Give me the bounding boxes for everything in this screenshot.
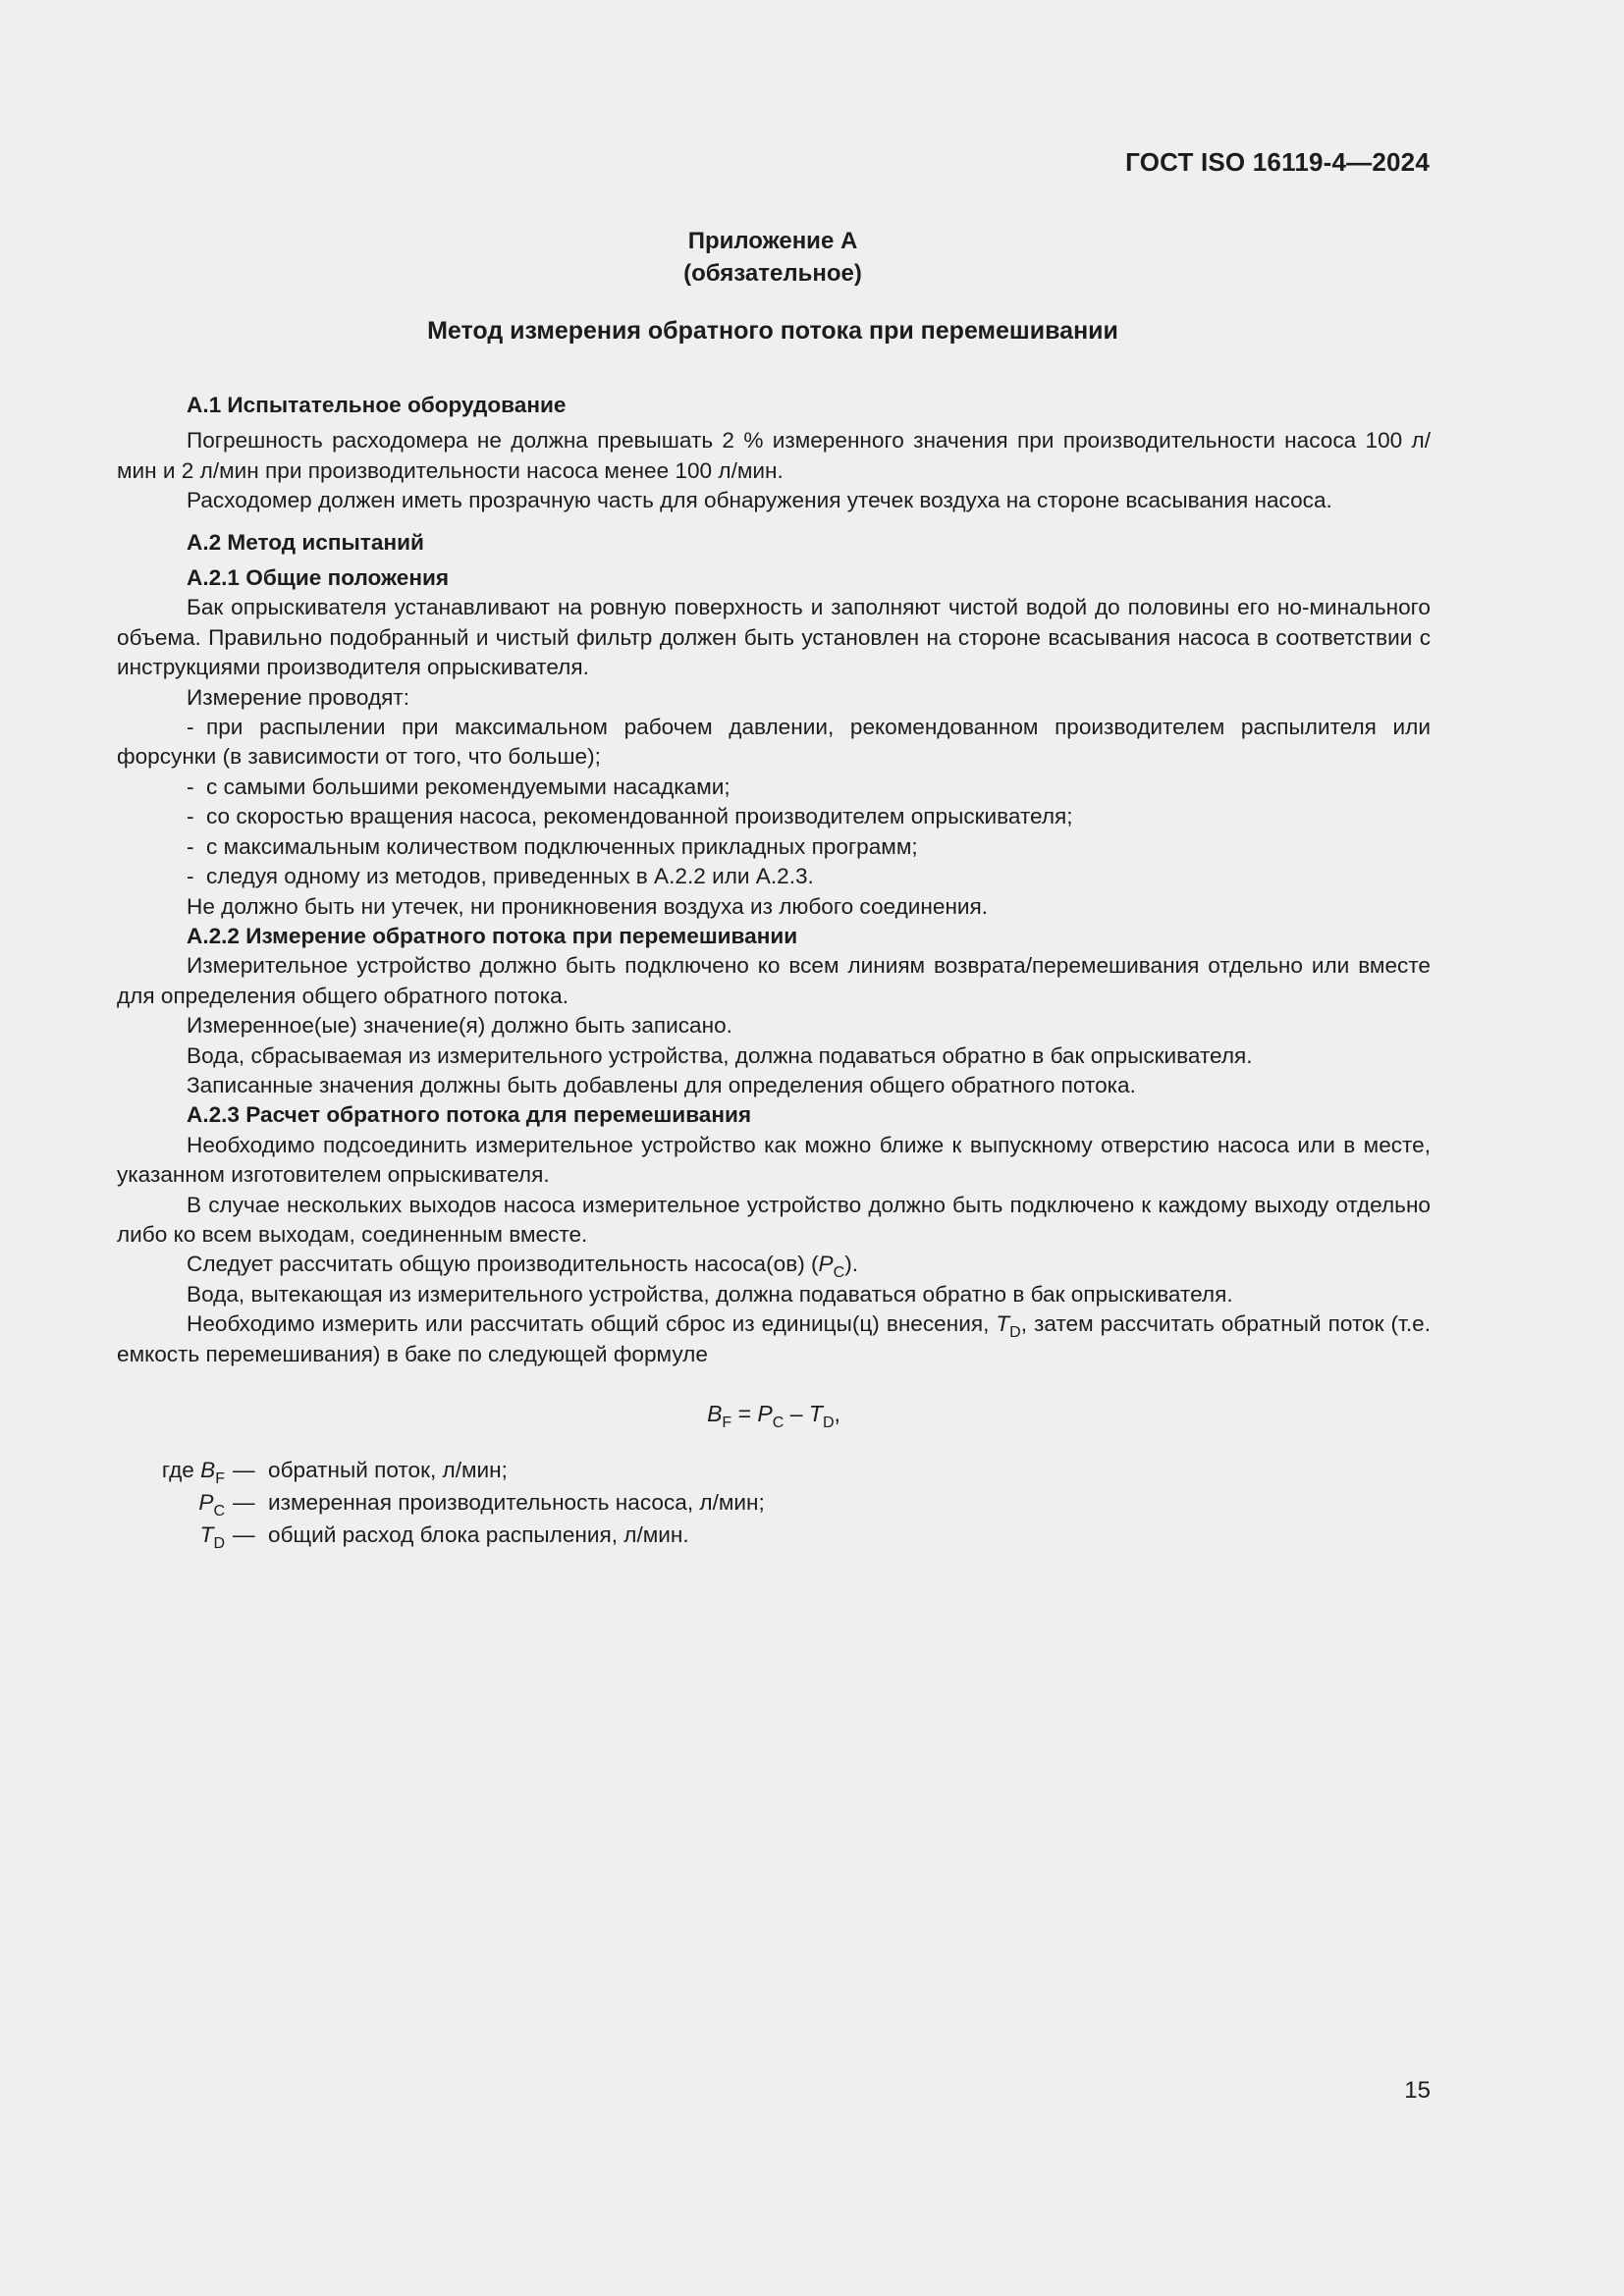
list-item: - с самыми большими рекомендуемыми насадками; xyxy=(117,773,1431,802)
page-number: 15 xyxy=(1404,2077,1431,2104)
subsection-heading-a21: А.2.1 Общие положения xyxy=(187,565,450,591)
paragraph: Вода, сбрасываемая из измерительного устройства, должна подаваться обратно в бак опрыскивателя. xyxy=(187,1042,1253,1068)
annex-title-block xyxy=(0,225,1545,290)
annex-status: (обязательное) xyxy=(683,260,862,287)
list-item: - следуя одному из методов, приведенных в А.2.2 или А.2.3. xyxy=(117,862,1431,891)
paragraph: Вода, вытекающая из измерительного устройства, должна подаваться обратно в бак опрыскивателя. xyxy=(187,1281,1233,1307)
where-list xyxy=(117,1456,1431,1553)
paragraph: Записанные значения должны быть добавлены для определения общего обратного потока. xyxy=(187,1072,1136,1097)
list-dash: - xyxy=(187,864,194,889)
subsection-heading-a23: А.2.3 Расчет обратного потока для перемешивания xyxy=(187,1102,752,1128)
paragraph: Бак опрыскивателя устанавливают на ровную поверхность и заполняют чистой водой до половины его но-минального объема. Правильно подобранный и чистый фильтр должен быть установлен на стороне всасывания насоса в соответствии с инструкциями производителя опрыскивателя. xyxy=(117,595,1431,680)
where-row: $T_D$ — общий расход блока распыления, л/мин. xyxy=(199,1522,689,1553)
symbol-t: T xyxy=(996,1311,1010,1337)
list-item: - с максимальным количеством подключенных прикладных программ; xyxy=(117,832,1431,862)
annex-title: Приложение А xyxy=(687,228,858,254)
subsection-heading-a22: А.2.2 Измерение обратного потока при перемешивании xyxy=(187,923,798,948)
paragraph: Измерение проводят: xyxy=(187,684,409,710)
paragraph: Расходомер должен иметь прозрачную часть для обнаружения утечек воздуха на стороне всасывания насоса. xyxy=(187,488,1332,513)
section-heading-a2: А.2 Метод испытаний xyxy=(187,529,424,555)
paragraph: Не должно быть ни утечек, ни проникновения воздуха из любого соединения. xyxy=(187,893,989,919)
paragraph: Измерительное устройство должно быть подключено ко всем линиям возврата/перемешивания отдельно или вместе для определения общего обратного потока. xyxy=(117,953,1431,1008)
list-dash: - xyxy=(187,833,194,859)
where-row: где $B_F$ — обратный поток, л/мин; xyxy=(161,1458,508,1488)
formula: $B_F = P_C - T_D$, xyxy=(707,1401,840,1431)
list-item: - при распылении при максимальном рабочем давлении, рекомендованном производителем распылителя или форсунки (в зависимости от того, что больше); xyxy=(117,715,1431,770)
where-row: $P_C$ — измеренная производительность насоса, л/мин; xyxy=(198,1490,765,1521)
paragraph: Измеренное(ые) значение(я) должно быть записано. xyxy=(187,1013,732,1039)
paragraph: Следует рассчитать общую производительность насоса(ов) $(P_C)$. xyxy=(187,1252,858,1282)
symbol-p: P xyxy=(818,1252,834,1277)
paragraph: Погрешность расходомера не должна превышать 2 % измеренного значения при производительности насоса 100 л/мин и 2 л/мин при производительности насоса менее 100 л/мин. xyxy=(117,428,1431,483)
list-dash: - xyxy=(187,715,194,740)
list-dash: - xyxy=(187,804,194,829)
standard-code: ГОСТ ISO 16119-4—2024 xyxy=(1125,147,1430,177)
paragraph: Необходимо подсоединить измерительное устройство как можно ближе к выпускному отверстию насоса или в месте, указанном изготовителем опрыскивателя. xyxy=(117,1132,1431,1188)
section-heading-a1: А.1 Испытательное оборудование xyxy=(187,393,567,417)
list-item: - со скоростью вращения насоса, рекомендованной производителем опрыскивателя; xyxy=(117,802,1431,831)
paragraph: В случае нескольких выходов насоса измерительное устройство должно быть подключено к каждому выходу отдельно либо ко всем выходам, соединенным вместе. xyxy=(117,1192,1431,1247)
document-body xyxy=(117,391,1431,1553)
list-dash: - xyxy=(187,774,194,799)
paragraph: Необходимо измерить или рассчитать общий сброс из единицы(ц) внесения, $T_D$, затем рассчитать обратный поток (т.е. емкость перемешивания) в баке по следующей формуле xyxy=(117,1311,1431,1366)
annex-heading: Метод измерения обратного потока при перемешивании xyxy=(427,317,1118,345)
